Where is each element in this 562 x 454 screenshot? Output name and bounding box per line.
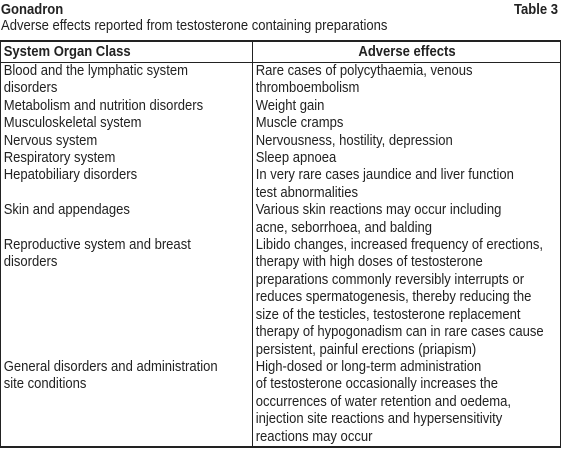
table-row: [1, 237, 561, 359]
adverse-effects-cell: [253, 150, 561, 167]
adverse-effects-cell: [253, 202, 561, 237]
organ-class-cell: [1, 115, 253, 132]
adverse-effect-line: thromboembolism: [255, 80, 360, 97]
organ-class-cell: [1, 150, 253, 167]
organ-class-cell: [1, 237, 253, 359]
organ-class-line: Hepatobiliary disorders: [3, 167, 138, 184]
drug-name-title: Gonadron: [0, 2, 64, 18]
adverse-effects-text: [253, 237, 544, 359]
organ-class-line: Skin and appendages: [3, 202, 130, 219]
organ-class-cell: [1, 98, 253, 115]
adverse-effects-text: [253, 202, 501, 237]
adverse-effect-line: Muscle cramps: [255, 115, 344, 132]
organ-class-text: [1, 237, 191, 272]
organ-class-cell: [1, 202, 253, 237]
organ-class-text: [1, 202, 130, 219]
organ-class-cell: [1, 359, 253, 447]
adverse-effect-line: Weight gain: [255, 97, 325, 114]
adverse-effects-text: [253, 133, 453, 150]
table-subtitle: Adverse effects reported from testosterone containing preparations: [1, 18, 388, 34]
adverse-effects-text: [253, 98, 324, 115]
adverse-effects-cell: [253, 237, 561, 359]
organ-class-line: Blood and the lymphatic system: [3, 63, 188, 79]
column-header-organ-class-label: System Organ Class: [3, 44, 131, 60]
organ-class-cell: [1, 63, 253, 98]
column-header-adverse-effects-label: Adverse effects: [357, 44, 456, 60]
adverse-effects-cell: [253, 167, 561, 202]
table-row: [1, 167, 561, 202]
adverse-effects-text: [253, 359, 511, 446]
organ-class-text: [1, 359, 218, 394]
adverse-effects-text: [253, 150, 336, 167]
adverse-effects-table: [0, 40, 561, 448]
organ-class-line: Musculoskeletal system: [3, 115, 142, 132]
adverse-effect-line: reactions may occur: [255, 428, 373, 445]
table-row: [1, 359, 561, 447]
adverse-effects-cell: [253, 98, 561, 115]
adverse-effects-cell: [253, 133, 561, 150]
table-number-label: Table 3: [513, 2, 558, 18]
title-row: [0, 0, 558, 20]
adverse-effect-line: injection site reactions and hypersensitivity: [255, 411, 503, 428]
table-body: [1, 63, 561, 447]
adverse-effects-cell: [253, 115, 561, 132]
adverse-effect-line: Sleep apnoea: [255, 150, 337, 167]
table-row: [1, 202, 561, 237]
organ-class-line: Metabolism and nutrition disorders: [3, 97, 204, 114]
organ-class-cell: [1, 133, 253, 150]
adverse-effect-line: test abnormalities: [255, 184, 358, 201]
table-header-row: [1, 41, 561, 63]
column-header-adverse-effects: [253, 41, 561, 63]
organ-class-line: disorders: [3, 80, 58, 97]
adverse-effect-line: therapy of hypogonadism can in rare cases cause: [255, 324, 544, 341]
table-row: [1, 98, 561, 115]
organ-class-line: Respiratory system: [3, 150, 116, 167]
organ-class-text: [1, 167, 137, 184]
adverse-effect-line: reduces spermatogenesis, thereby reducing the: [255, 289, 532, 306]
adverse-effect-line: Various skin reactions may occur including: [255, 202, 502, 219]
table-row: [1, 115, 561, 132]
organ-class-cell: [1, 167, 253, 202]
adverse-effect-line: High-dosed or long-term administration: [255, 358, 482, 375]
table-row: [1, 133, 561, 150]
adverse-effect-line: Nervousness, hostility, depression: [255, 132, 453, 149]
adverse-effect-line: persistent, painful erections (priapism): [255, 341, 477, 358]
adverse-effect-line: therapy with high doses of testosterone: [255, 254, 483, 271]
table-row: [1, 63, 561, 98]
adverse-effects-text: [253, 63, 473, 98]
adverse-effect-line: occurrences of water retention and oedema,: [255, 393, 512, 410]
organ-class-text: [1, 150, 115, 167]
organ-class-line: Reproductive system and breast: [3, 237, 191, 254]
adverse-effect-line: Rare cases of polycythaemia, venous: [255, 63, 473, 79]
table-row: [1, 150, 561, 167]
adverse-effect-line: of testosterone occasionally increases the: [255, 376, 498, 393]
adverse-effect-line: In very rare cases jaundice and liver function: [255, 167, 514, 184]
organ-class-line: site conditions: [3, 376, 87, 393]
organ-class-text: [1, 98, 203, 115]
organ-class-text: [1, 63, 188, 98]
organ-class-text: [1, 133, 97, 150]
adverse-effect-line: Libido changes, increased frequency of erections,: [255, 237, 543, 254]
adverse-effects-cell: [253, 63, 561, 98]
organ-class-line: disorders: [3, 254, 58, 271]
adverse-effect-line: size of the testicles, testosterone replacement: [255, 306, 521, 323]
adverse-effects-text: [253, 167, 514, 202]
organ-class-line: Nervous system: [3, 132, 98, 149]
organ-class-line: General disorders and administration: [3, 358, 218, 375]
adverse-effect-line: preparations commonly reversibly interrupts or: [255, 271, 525, 288]
organ-class-text: [1, 115, 141, 132]
adverse-effect-line: acne, seborrhoea, and balding: [255, 219, 433, 236]
column-header-organ-class: [1, 41, 253, 63]
adverse-effects-cell: [253, 359, 561, 447]
adverse-effects-text: [253, 115, 343, 132]
